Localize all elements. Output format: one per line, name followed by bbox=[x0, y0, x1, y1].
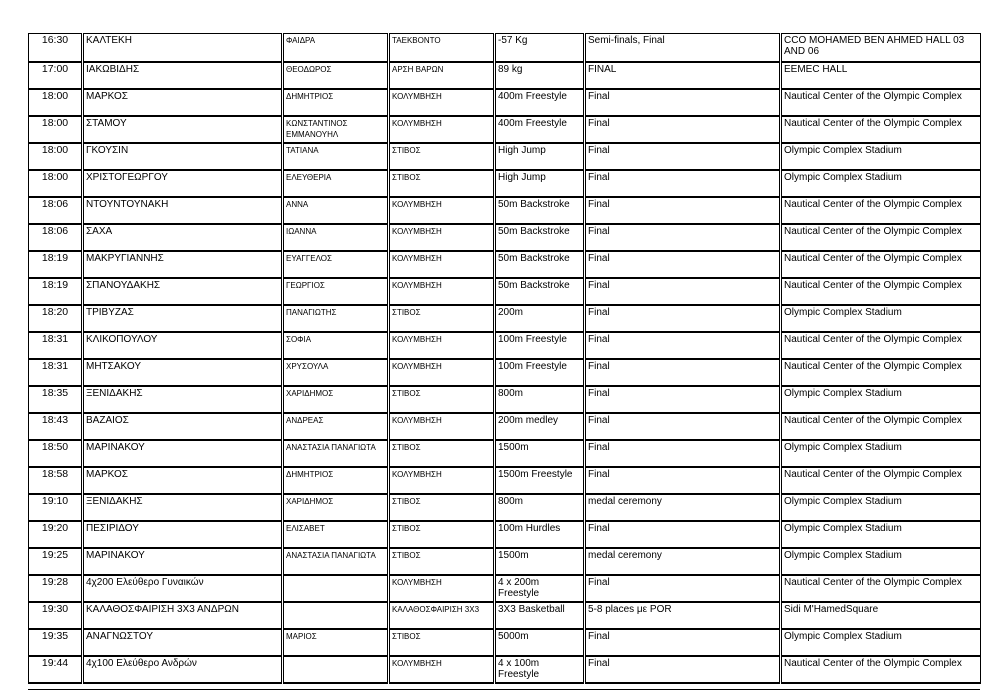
table-row bbox=[29, 467, 981, 494]
athlete-name-cell: ΦΑΙΔΡΑ bbox=[283, 34, 389, 63]
time-cell: 18:00 bbox=[29, 170, 83, 197]
phase-cell: medal ceremony bbox=[585, 548, 781, 575]
venue-cell: Nautical Center of the Olympic Complex bbox=[781, 224, 981, 251]
athlete-name-cell: ΣΟΦΙΑ bbox=[283, 332, 389, 359]
venue-cell: Nautical Center of the Olympic Complex bbox=[781, 575, 981, 602]
athlete-name-cell: ΚΩΝΣΤΑΝΤΙΝΟΣ ΕΜΜΑΝΟΥΗΛ bbox=[283, 116, 389, 143]
athlete-surname-cell: 4χ100 Ελεύθερο Ανδρών bbox=[83, 656, 283, 683]
sport-cell: ΚΟΛΥΜΒΗΣΗ bbox=[389, 332, 495, 359]
sport-cell: ΣΤΙΒΟΣ bbox=[389, 629, 495, 656]
event-cell: 200m bbox=[495, 305, 585, 332]
event-cell: 200m medley bbox=[495, 413, 585, 440]
sport-cell: ΚΑΛΑΘΟΣΦΑΙΡΙΣΗ 3Χ3 bbox=[389, 602, 495, 629]
event-cell: 50m Backstroke bbox=[495, 224, 585, 251]
venue-cell: Sidi M'HamedSquare bbox=[781, 602, 981, 629]
time-cell: 18:20 bbox=[29, 305, 83, 332]
phase-cell: Final bbox=[585, 170, 781, 197]
sport-cell: ΚΟΛΥΜΒΗΣΗ bbox=[389, 197, 495, 224]
table-row bbox=[29, 656, 981, 683]
sport-cell: ΚΟΛΥΜΒΗΣΗ bbox=[389, 89, 495, 116]
venue-cell: Olympic Complex Stadium bbox=[781, 305, 981, 332]
athlete-name-cell: ΑΝΑΣΤΑΣΙΑ ΠΑΝΑΓΙΩΤΑ bbox=[283, 440, 389, 467]
sport-cell: ΣΤΙΒΟΣ bbox=[389, 548, 495, 575]
athlete-name-cell: ΘΕΟΔΩΡΟΣ bbox=[283, 62, 389, 89]
venue-cell: Nautical Center of the Olympic Complex bbox=[781, 251, 981, 278]
time-cell: 18:00 bbox=[29, 143, 83, 170]
venue-cell: EEMEC HALL bbox=[781, 62, 981, 89]
event-cell: 100m Freestyle bbox=[495, 332, 585, 359]
sport-cell: ΣΤΙΒΟΣ bbox=[389, 305, 495, 332]
sport-cell: ΣΤΙΒΟΣ bbox=[389, 143, 495, 170]
athlete-name-cell: ΑΝΝΑ bbox=[283, 197, 389, 224]
table-row bbox=[29, 197, 981, 224]
table-row bbox=[29, 34, 981, 63]
event-cell: 1500m bbox=[495, 548, 585, 575]
athlete-name-cell: ΓΕΩΡΓΙΟΣ bbox=[283, 278, 389, 305]
phase-cell: Final bbox=[585, 359, 781, 386]
athlete-name-cell: ΜΑΡΙΟΣ bbox=[283, 629, 389, 656]
athlete-surname-cell: ΧΡΙΣΤΟΓΕΩΡΓΟΥ bbox=[83, 170, 283, 197]
table-row bbox=[29, 305, 981, 332]
venue-cell: Nautical Center of the Olympic Complex bbox=[781, 332, 981, 359]
table-row bbox=[29, 575, 981, 602]
venue-cell: Nautical Center of the Olympic Complex bbox=[781, 467, 981, 494]
sport-cell: ΣΤΙΒΟΣ bbox=[389, 521, 495, 548]
athlete-surname-cell: ΤΡΙΒΥΖΑΣ bbox=[83, 305, 283, 332]
time-cell: 18:31 bbox=[29, 359, 83, 386]
event-cell: 800m bbox=[495, 494, 585, 521]
venue-cell: Olympic Complex Stadium bbox=[781, 629, 981, 656]
venue-cell: Nautical Center of the Olympic Complex bbox=[781, 359, 981, 386]
event-cell: 1500m bbox=[495, 440, 585, 467]
table-row bbox=[29, 359, 981, 386]
athlete-name-cell bbox=[283, 602, 389, 629]
table-row bbox=[29, 386, 981, 413]
venue-cell: Nautical Center of the Olympic Complex bbox=[781, 197, 981, 224]
table-row bbox=[29, 521, 981, 548]
time-cell: 19:35 bbox=[29, 629, 83, 656]
phase-cell: Final bbox=[585, 413, 781, 440]
schedule-rows bbox=[29, 34, 981, 684]
table-row bbox=[29, 251, 981, 278]
event-cell: 400m Freestyle bbox=[495, 89, 585, 116]
athlete-surname-cell: ΒΑΖΑΙΟΣ bbox=[83, 413, 283, 440]
athlete-surname-cell: 4χ200 Ελεύθερο Γυναικών bbox=[83, 575, 283, 602]
athlete-surname-cell: ΜΑΡΙΝΑΚΟΥ bbox=[83, 548, 283, 575]
sport-cell: ΚΟΛΥΜΒΗΣΗ bbox=[389, 359, 495, 386]
athlete-surname-cell: ΓΚΟΥΣΙΝ bbox=[83, 143, 283, 170]
time-cell: 19:25 bbox=[29, 548, 83, 575]
phase-cell: Semi-finals, Final bbox=[585, 34, 781, 63]
athlete-name-cell: ΑΝΔΡΕΑΣ bbox=[283, 413, 389, 440]
athlete-surname-cell: ΙΑΚΩΒΙΔΗΣ bbox=[83, 62, 283, 89]
venue-cell: Olympic Complex Stadium bbox=[781, 170, 981, 197]
event-cell: 4 x 200m Freestyle bbox=[495, 575, 585, 602]
venue-cell: Nautical Center of the Olympic Complex bbox=[781, 116, 981, 143]
time-cell: 18:19 bbox=[29, 278, 83, 305]
phase-cell: Final bbox=[585, 440, 781, 467]
athlete-surname-cell: ΚΑΛΤΕΚΗ bbox=[83, 34, 283, 63]
athlete-surname-cell: ΝΤΟΥΝΤΟΥΝΑΚΗ bbox=[83, 197, 283, 224]
athlete-surname-cell: ΚΑΛΑΘΟΣΦΑΙΡΙΣΗ 3Χ3 ΑΝΔΡΩΝ bbox=[83, 602, 283, 629]
venue-cell: Olympic Complex Stadium bbox=[781, 143, 981, 170]
athlete-name-cell: ΔΗΜΗΤΡΙΟΣ bbox=[283, 89, 389, 116]
time-cell: 18:19 bbox=[29, 251, 83, 278]
phase-cell: Final bbox=[585, 386, 781, 413]
event-cell: 5000m bbox=[495, 629, 585, 656]
phase-cell: Final bbox=[585, 251, 781, 278]
table-row bbox=[29, 62, 981, 89]
sport-cell: ΚΟΛΥΜΒΗΣΗ bbox=[389, 467, 495, 494]
venue-cell: Olympic Complex Stadium bbox=[781, 548, 981, 575]
venue-cell: Olympic Complex Stadium bbox=[781, 494, 981, 521]
event-cell: 50m Backstroke bbox=[495, 251, 585, 278]
phase-cell: Final bbox=[585, 89, 781, 116]
sport-cell: ΑΡΣΗ ΒΑΡΩΝ bbox=[389, 62, 495, 89]
athlete-name-cell: ΙΩΑΝΝΑ bbox=[283, 224, 389, 251]
event-cell: 3X3 Basketball bbox=[495, 602, 585, 629]
phase-cell: Final bbox=[585, 197, 781, 224]
venue-cell: Nautical Center of the Olympic Complex bbox=[781, 89, 981, 116]
athlete-name-cell: ΕΛΙΣΑΒΕΤ bbox=[283, 521, 389, 548]
phase-cell: Final bbox=[585, 305, 781, 332]
table-row bbox=[29, 143, 981, 170]
athlete-name-cell: ΤΑΤΙΑΝΑ bbox=[283, 143, 389, 170]
schedule-table bbox=[28, 33, 981, 684]
page-bottom-rule bbox=[28, 689, 980, 690]
event-cell: 4 x 100m Freestyle bbox=[495, 656, 585, 683]
event-cell: 50m Backstroke bbox=[495, 278, 585, 305]
phase-cell: Final bbox=[585, 467, 781, 494]
time-cell: 18:06 bbox=[29, 224, 83, 251]
time-cell: 16:30 bbox=[29, 34, 83, 63]
venue-cell: Nautical Center of the Olympic Complex bbox=[781, 656, 981, 683]
phase-cell: FINAL bbox=[585, 62, 781, 89]
time-cell: 19:28 bbox=[29, 575, 83, 602]
phase-cell: Final bbox=[585, 521, 781, 548]
venue-cell: Olympic Complex Stadium bbox=[781, 440, 981, 467]
schedule-sheet bbox=[28, 33, 980, 684]
table-row bbox=[29, 629, 981, 656]
time-cell: 19:30 bbox=[29, 602, 83, 629]
phase-cell: Final bbox=[585, 629, 781, 656]
event-cell: 100m Hurdles bbox=[495, 521, 585, 548]
athlete-name-cell: ΠΑΝΑΓΙΩΤΗΣ bbox=[283, 305, 389, 332]
event-cell: High Jump bbox=[495, 170, 585, 197]
athlete-surname-cell: ΣΤΑΜΟΥ bbox=[83, 116, 283, 143]
table-row bbox=[29, 278, 981, 305]
table-row bbox=[29, 116, 981, 143]
table-row bbox=[29, 89, 981, 116]
athlete-surname-cell: ΞΕΝΙΔΑΚΗΣ bbox=[83, 494, 283, 521]
sport-cell: ΚΟΛΥΜΒΗΣΗ bbox=[389, 224, 495, 251]
phase-cell: Final bbox=[585, 575, 781, 602]
sport-cell: ΣΤΙΒΟΣ bbox=[389, 386, 495, 413]
phase-cell: Final bbox=[585, 332, 781, 359]
athlete-surname-cell: ΑΝΑΓΝΩΣΤΟΥ bbox=[83, 629, 283, 656]
phase-cell: 5-8 places με POR bbox=[585, 602, 781, 629]
athlete-surname-cell: ΚΛΙΚΟΠΟΥΛΟΥ bbox=[83, 332, 283, 359]
athlete-surname-cell: ΣΑΧΑ bbox=[83, 224, 283, 251]
time-cell: 18:43 bbox=[29, 413, 83, 440]
venue-cell: Nautical Center of the Olympic Complex bbox=[781, 278, 981, 305]
sport-cell: ΣΤΙΒΟΣ bbox=[389, 170, 495, 197]
event-cell: 1500m Freestyle bbox=[495, 467, 585, 494]
sport-cell: ΣΤΙΒΟΣ bbox=[389, 440, 495, 467]
sport-cell: ΚΟΛΥΜΒΗΣΗ bbox=[389, 575, 495, 602]
event-cell: 100m Freestyle bbox=[495, 359, 585, 386]
athlete-name-cell: ΧΑΡΙΔΗΜΟΣ bbox=[283, 386, 389, 413]
time-cell: 18:31 bbox=[29, 332, 83, 359]
table-row bbox=[29, 602, 981, 629]
athlete-surname-cell: ΣΠΑΝΟΥΔΑΚΗΣ bbox=[83, 278, 283, 305]
time-cell: 18:58 bbox=[29, 467, 83, 494]
athlete-name-cell bbox=[283, 575, 389, 602]
table-row bbox=[29, 413, 981, 440]
athlete-name-cell: ΔΗΜΗΤΡΙΟΣ bbox=[283, 467, 389, 494]
athlete-name-cell: ΑΝΑΣΤΑΣΙΑ ΠΑΝΑΓΙΩΤΑ bbox=[283, 548, 389, 575]
sport-cell: ΚΟΛΥΜΒΗΣΗ bbox=[389, 656, 495, 683]
venue-cell: Nautical Center of the Olympic Complex bbox=[781, 413, 981, 440]
time-cell: 18:06 bbox=[29, 197, 83, 224]
phase-cell: Final bbox=[585, 116, 781, 143]
time-cell: 17:00 bbox=[29, 62, 83, 89]
time-cell: 18:50 bbox=[29, 440, 83, 467]
event-cell: -57 Kg bbox=[495, 34, 585, 63]
event-cell: 50m Backstroke bbox=[495, 197, 585, 224]
event-cell: High Jump bbox=[495, 143, 585, 170]
sport-cell: ΚΟΛΥΜΒΗΣΗ bbox=[389, 413, 495, 440]
table-row bbox=[29, 440, 981, 467]
event-cell: 400m Freestyle bbox=[495, 116, 585, 143]
venue-cell: CCO MOHAMED BEN AHMED HALL 03 AND 06 bbox=[781, 34, 981, 63]
athlete-surname-cell: ΜΗΤΣΑΚΟΥ bbox=[83, 359, 283, 386]
phase-cell: Final bbox=[585, 224, 781, 251]
event-cell: 800m bbox=[495, 386, 585, 413]
sport-cell: ΚΟΛΥΜΒΗΣΗ bbox=[389, 116, 495, 143]
table-row bbox=[29, 494, 981, 521]
time-cell: 19:44 bbox=[29, 656, 83, 683]
phase-cell: Final bbox=[585, 656, 781, 683]
sport-cell: ΤΑΕΚΒΟΝΤΟ bbox=[389, 34, 495, 63]
time-cell: 18:35 bbox=[29, 386, 83, 413]
table-row bbox=[29, 224, 981, 251]
athlete-surname-cell: ΞΕΝΙΔΑΚΗΣ bbox=[83, 386, 283, 413]
phase-cell: Final bbox=[585, 278, 781, 305]
phase-cell: Final bbox=[585, 143, 781, 170]
event-cell: 89 kg bbox=[495, 62, 585, 89]
athlete-surname-cell: ΜΑΡΙΝΑΚΟΥ bbox=[83, 440, 283, 467]
athlete-surname-cell: ΜΑΚΡΥΓΙΑΝΝΗΣ bbox=[83, 251, 283, 278]
phase-cell: medal ceremony bbox=[585, 494, 781, 521]
athlete-name-cell: ΧΡΥΣΟΥΛΑ bbox=[283, 359, 389, 386]
time-cell: 18:00 bbox=[29, 89, 83, 116]
venue-cell: Olympic Complex Stadium bbox=[781, 386, 981, 413]
sport-cell: ΚΟΛΥΜΒΗΣΗ bbox=[389, 278, 495, 305]
venue-cell: Olympic Complex Stadium bbox=[781, 521, 981, 548]
athlete-name-cell: ΕΥΑΓΓΕΛΟΣ bbox=[283, 251, 389, 278]
table-row bbox=[29, 170, 981, 197]
athlete-surname-cell: ΜΑΡΚΟΣ bbox=[83, 467, 283, 494]
time-cell: 19:10 bbox=[29, 494, 83, 521]
athlete-name-cell: ΧΑΡΙΔΗΜΟΣ bbox=[283, 494, 389, 521]
table-row bbox=[29, 548, 981, 575]
athlete-name-cell: ΕΛΕΥΘΕΡΙΑ bbox=[283, 170, 389, 197]
time-cell: 18:00 bbox=[29, 116, 83, 143]
table-row bbox=[29, 332, 981, 359]
time-cell: 19:20 bbox=[29, 521, 83, 548]
athlete-surname-cell: ΠΕΣΙΡΙΔΟΥ bbox=[83, 521, 283, 548]
sport-cell: ΣΤΙΒΟΣ bbox=[389, 494, 495, 521]
athlete-name-cell bbox=[283, 656, 389, 683]
sport-cell: ΚΟΛΥΜΒΗΣΗ bbox=[389, 251, 495, 278]
athlete-surname-cell: ΜΑΡΚΟΣ bbox=[83, 89, 283, 116]
